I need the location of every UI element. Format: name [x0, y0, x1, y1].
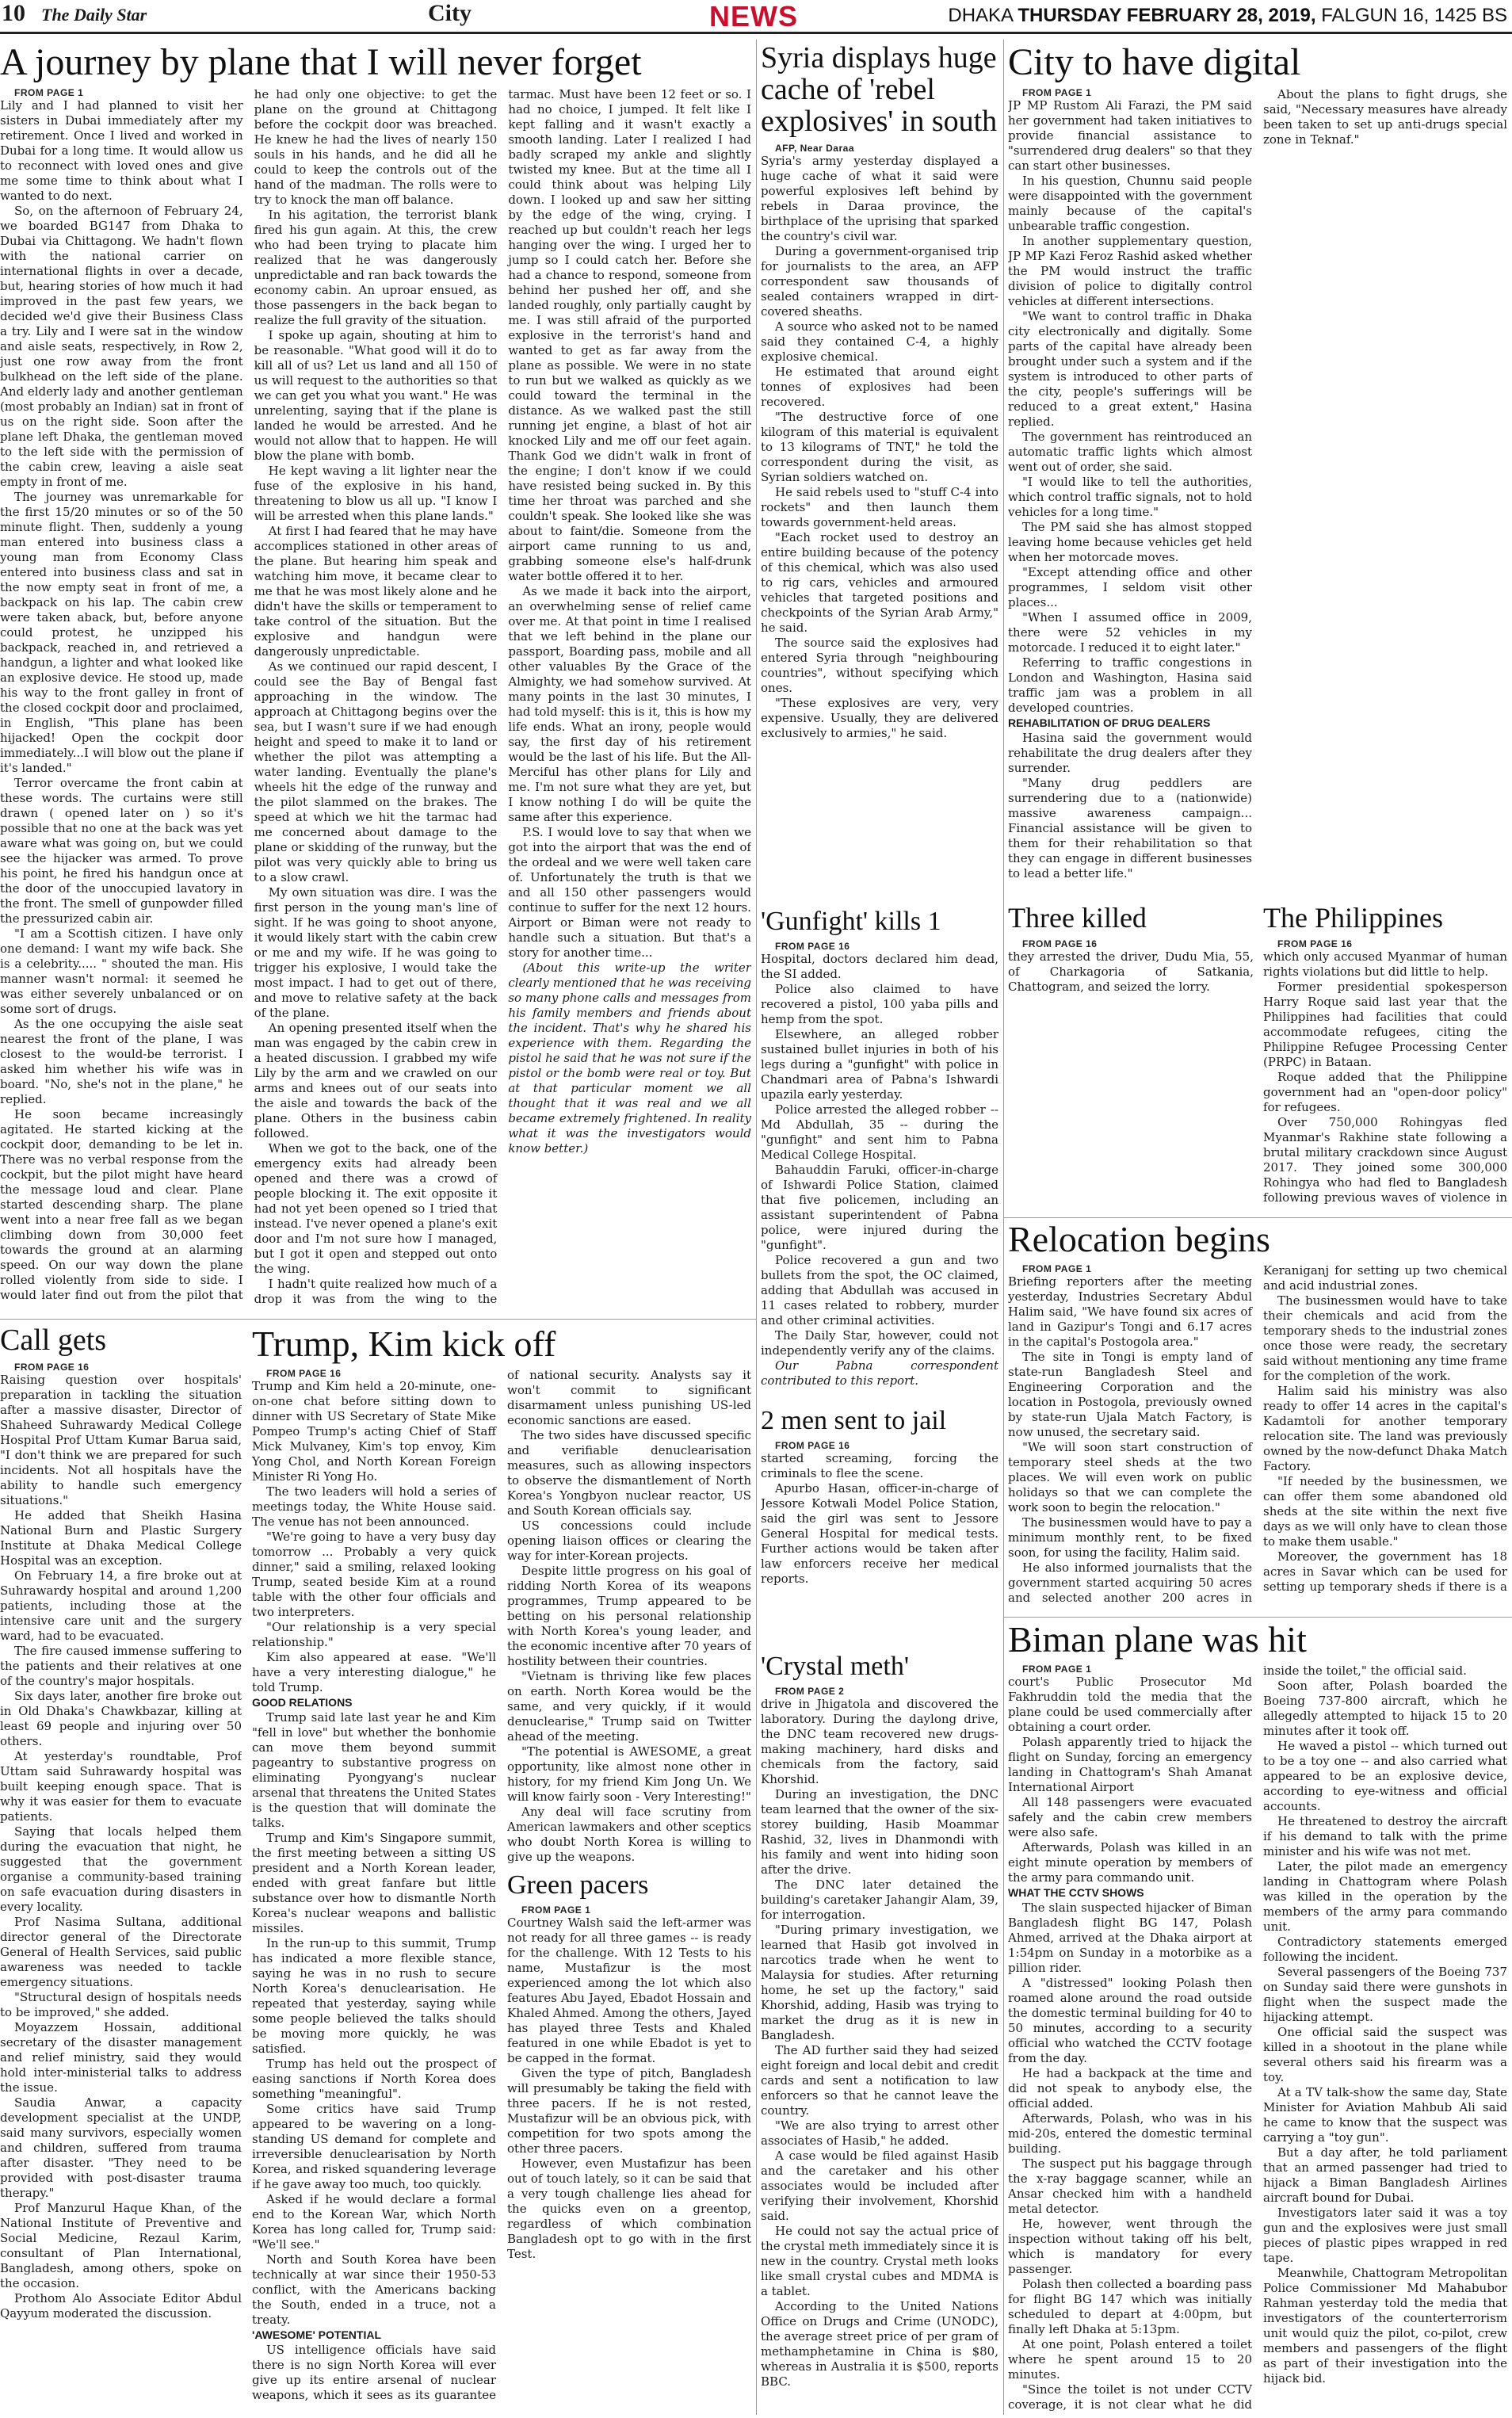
story-paragraph: "If needed by the businessmen, we can offer them some abandoned old sheds at the site within the next five days as we will only have to clean those to make them usable." [1263, 1474, 1507, 1549]
story-paragraph: The suspect put his baggage through the x-ray baggage scanner, while an Ansar checked him with a handheld metal detector. [1008, 2156, 1252, 2217]
story-jump-line: AFP, Near Daraa [775, 142, 854, 154]
story-paragraph: Kim also appeared at ease. "We'll have a very interesting dialogue," he told Trump. [252, 1650, 496, 1695]
story-headline: Relocation begins [1008, 1220, 1270, 1259]
story-syria [761, 43, 998, 903]
story-paragraph: Saying that locals helped them during the evacuation that night, he suggested that the government organise a community-based training on safe evacuation during disasters in every locality. [0, 1824, 242, 1914]
story-paragraph: Later, the pilot made an emergency landing in Chattogram where Polash was killed in the operation by the members of the army para commando unit. [1263, 1859, 1507, 1935]
story-paragraph: My own situation was dire. I was the first person in the young man's line of sight. If he was going to shoot anyone, it would likely start with the cabin crew or me and my wife. If he was going to trigger his explosive, I would take the most impact. I had to get out of there, and move to relative safety at the back of the plane. [254, 885, 498, 1021]
story-paragraph: US concessions could include opening liaison offices or clearing the way for inter-Korean projects. [507, 1518, 751, 1564]
story-headline: Syria displays huge cache of 'rebel explosives' in south [761, 43, 998, 138]
story-green-pacers [507, 1865, 751, 2267]
story-paragraph: Six days later, another fire broke out in Old Dhaka's Chawkbazar, killing at least 69 people and injuring over 50 others. [0, 1688, 242, 1748]
story-paragraph: "Since the toilet is not under CCTV coverage, it is not clear what he did inside the toilet," the official said. [1008, 1664, 1467, 2412]
story-paragraph: At first I had feared that he may have accomplices stationed in other areas of the plane. But hearing him speak and watching him move, it became clear to me that he was most likely alone and he didn't have the skills or temperament to take control of the situation. But the explosive and handgun were dangerously unpredictable. [254, 524, 498, 659]
story-paragraph: Former presidential spokesperson Harry Roque said last year that the Philippines had facilities that could accommodate refugees, citing the Philippine Refugee Processing Center (PRPC) in Bataan. [1263, 979, 1507, 1069]
story-jump-line: FROM PAGE 2 [775, 1685, 845, 1697]
story-headline: 'Crystal meth' [761, 1652, 909, 1681]
paper-name: The Daily Star [41, 5, 147, 25]
story-headline: 'Gunfight' kills 1 [761, 907, 941, 936]
story-paragraph: The fire caused immense suffering to the patients and their relatives at one of the country's major hospitals. [0, 1643, 242, 1688]
story-paragraph: "These explosives are very, very expensive. Usually, they are delivered exclusively to armies," he said. [761, 695, 998, 740]
story-paragraph: Some critics have said Trump appeared to be wavering on a long-standing US demand for complete and irreversible denuclearisation by North Korea, and risked squandering leverage if he gave away too much, too quickly. [252, 2102, 496, 2192]
story-subhead: REHABILITATION OF DRUG DEALERS [1008, 716, 1211, 730]
story-jump-line: FROM PAGE 1 [1022, 87, 1092, 99]
story-paragraph: He, however, went through the inspection without taking off his belt, which is mandatory for every passenger. [1008, 2217, 1252, 2277]
story-paragraph: He threatened to destroy the aircraft if his demand to talk with the prime minister and his wife was not met. [1263, 1814, 1507, 1859]
story-headline: City to have digital [1008, 43, 1301, 83]
story-body [507, 1904, 751, 2267]
story-jump-line: FROM PAGE 1 [521, 1904, 591, 1916]
story-body [1008, 87, 1507, 897]
story-body [0, 87, 751, 1313]
story-paragraph: Despite little progress on his goal of ridding North Korea of its weapons programmes, Trump appeared to be betting on his personal relationship with North Korea's young leader, and the economic incentive after 70 years of hostility between their countries. [507, 1564, 751, 1669]
story-paragraph: Saudia Anwar, a capacity development specialist at the UNDP, said many survivors, especially women and children, suffered from trauma after disaster. "They need to be provided with post-disaster trauma therapy." [0, 2095, 242, 2200]
story-paragraph: Polash then collected a boarding pass for flight BG 147 which was initially scheduled to depart at 4:00pm, but finally left Dhaka at 5:13pm. [1008, 2277, 1252, 2337]
story-paragraph: "We will soon start construction of temporary steel sheds at the two places. We will even work on public holidays so that we can complete the work soon to begin the relocation." [1008, 1440, 1252, 1515]
story-paragraph: A "distressed" looking Polash then roamed alone around the road outside the domestic terminal building for 40 to 50 minutes, according to a security official who watched the CCTV footage from the day. [1008, 1976, 1252, 2066]
story-paragraph: which only accused Myanmar of human rights violations but did little to help. [1263, 949, 1507, 979]
story-paragraph: Asked if he would declare a formal end to the Korean War, which North Korea has long called for, Trump said: "We'll see." [252, 2192, 496, 2252]
story-paragraph: Polash apparently tried to hijack the flight on Sunday, forcing an emergency landing in Chattogram's Shah Amanat International Airport [1008, 1735, 1252, 1795]
story-paragraph: North and South Korea have been technically at war since their 1950-53 conflict, with the Americans backing the South, ended in a truce, not a treaty. [252, 2252, 496, 2328]
story-paragraph: started screaming, forcing the criminals to flee the scene. [761, 1450, 998, 1480]
dateline [948, 5, 1507, 27]
story-paragraph: "We want to control traffic in Dhaka city electronically and digitally. Some parts of the capital have already been brought under such a system and if the system is introduced to other parts of the city, people's sufferings will be reduced to a great extent," Hasina replied. [1008, 309, 1252, 430]
story-relocation [1008, 1220, 1507, 1613]
story-jump-line: FROM PAGE 1 [1022, 1664, 1092, 1675]
story-paragraph: I spoke up again, shouting at him to be reasonable. "What good will it do to kill all of us? Let us land and all 150 of us will request to the authorities so that we can get you what you want." He was unrelenting, saying that if the plane is landed he would be arrested. And he would not allow that to happen. He will blow the plane with bomb. [254, 328, 498, 464]
story-paragraph: The source said the explosives had entered Syria through "neighbouring countries", without specifying which ones. [761, 635, 998, 695]
story-paragraph: Any deal will face scrutiny from American lawmakers and other sceptics who doubt North Korea is willing to give up the weapons. [507, 1805, 751, 1865]
story-paragraph: At a TV talk-show the same day, State Minister for Aviation Mahbub Ali said he came to know that the suspect was carrying a "toy gun". [1263, 2085, 1507, 2145]
story-paragraph: Trump and Kim held a 20-minute, one-on-one chat before sitting down to dinner with US Secretary of State Mike Pompeo Trump's acting Chief of Staff Mick Mulvaney, Kim's top envoy, Kim Yong Chol, and North Korean Foreign Minister Ri Yong Ho. [252, 1379, 496, 1484]
story-jump-line: FROM PAGE 16 [775, 1439, 850, 1451]
section-rule [0, 1319, 756, 1320]
page-number: 10 [2, 0, 25, 26]
story-jump-line: FROM PAGE 1 [14, 87, 84, 99]
story-jump-line: FROM PAGE 16 [775, 940, 850, 952]
story-paragraph: All 148 passengers were evacuated safely and the cabin crew members were also safe. [1008, 1795, 1252, 1840]
story-trump-kim [252, 1325, 751, 2415]
masthead [0, 0, 1512, 34]
story-paragraph: He had a backpack at the time and did not speak to anybody else, the official added. [1008, 2066, 1252, 2111]
story-paragraph: But a day after, he told parliament that an armed passenger had tried to hijack a Biman Bangladesh Airlines aircraft bound for Dubai. [1263, 2145, 1507, 2206]
date-main: THURSDAY FEBRUARY 28, 2019, [1018, 5, 1316, 26]
story-subhead: GOOD RELATIONS [252, 1696, 353, 1709]
story-headline: Three killed [1008, 903, 1147, 934]
story-paragraph: "During primary investigation, we learned that Hasib got involved in narcotics trade when he went to Malaysia for studies. After returning home, he set up the factory," said Khorshid, adding, Hasib was trying to market the drug as it is new in Bangladesh. [761, 1922, 998, 2042]
story-paragraph: "We are also trying to arrest other associates of Hasib," he added. [761, 2118, 998, 2148]
story-paragraph: The Daily Star, however, could not independently verify any of the claims. [761, 1327, 998, 1358]
story-paragraph: The businessmen would have to pay a minimum monthly rent, to be fixed soon, for using the facility, Halim said. [1008, 1515, 1252, 1560]
story-paragraph: During a government-organised trip for journalists to the area, an AFP correspondent saw thousands of sealed containers wrapped in dirt-covered sheaths. [761, 243, 998, 319]
story-paragraph: "Each rocket used to destroy an entire building because of the potency of this chemical, which was also used to rig cars, vehicles and armoured vehicles that targeted positions and checkpoints of the Syrian Arab Army," he said. [761, 529, 998, 635]
story-headline: A journey by plane that I will never forget [0, 43, 642, 83]
story-journey [0, 43, 751, 1315]
story-paragraph: "Structural design of hospitals needs to be improved," she added. [0, 1989, 242, 2019]
section-name: City [428, 0, 472, 26]
column-rule [756, 40, 757, 2415]
story-paragraph: "I would like to tell the authorities, which control traffic signals, not to hold vehicles for a long time." [1008, 475, 1252, 520]
story-jump-line: FROM PAGE 16 [14, 1361, 90, 1373]
story-subhead: WHAT THE CCTV SHOWS [1008, 1886, 1144, 1900]
story-paragraph: "The potential is AWESOME, a great opportunity, like almost none other in history, for my friend Kim Jong Un. We will know fairly soon - Very Interesting!" [507, 1744, 751, 1805]
story-paragraph: In the run-up to this summit, Trump has indicated a more flexible stance, saying he was in no rush to secure North Korea's denuclearisation. He repeated that yesterday, saying while some people believed the talks should be moving more quickly, he was satisfied. [252, 1936, 496, 2057]
story-headline: Green pacers [507, 1870, 649, 1900]
story-body [761, 1440, 998, 1643]
story-paragraph: Several passengers of the Boeing 737 on Sunday said there were gunshots in flight when the suspect made the hijacking attempt. [1263, 1965, 1507, 2025]
story-paragraph: I hadn't quite realized how much of a drop it was from the wing to the tarmac. Must have been 12 feet or so. I had no choice, I jumped. It felt like I kept falling and it wasn't exactly a smooth landing. Later I realized I had badly scraped my ankle and slightly twisted my knee. But at the time all I could think about was helping Lily down. I looked up and saw her sitting by the edge of the wing, crying. I reached up but couldn't reach her legs hanging over the wing. I urged her to jump so I could catch her. Before she had a chance to respond, someone from behind her pushed her off, and she landed roughly, only partially caught by me. I was still afraid of the purported explosive in the terrorist's hand and wanted to get as far away from the plane as possible. We were in no state to run but we walked as quickly as we could toward the terminal in the distance. As we walked past the still running jet engine, a blast of hot air knocked Lily and me off our feet again. Thank God we didn't walk in front of the engine; I don't know if we could have resisted being sucked in. By this time her throat was parched and she couldn't speak. She looked like she was about to faint/die. Someone from the airport came running to us and, grabbing someone else's half-drunk water bottle offered it to her. [254, 87, 751, 1307]
story-body [1008, 1263, 1507, 1611]
story-paragraph: Moreover, the government has 18 acres in Savar which can be used for setting up temporary sheds if there is a [1263, 1549, 1507, 1595]
story-paragraph: Trump and Kim's Singapore summit, the first meeting between a sitting US president and a North Korean leader, ended with great fanfare but little substance over how to dismantle North Korea's nuclear weapons and ballistic missiles. [252, 1831, 496, 1936]
story-paragraph: A source who asked not to be named said they contained C-4, a highly explosive chemical. [761, 319, 998, 364]
story-paragraph: Our Pabna correspondent contributed to this report. [761, 1358, 998, 1388]
story-body [252, 1368, 751, 2413]
story-paragraph: Moyazzem Hossain, additional secretary of the disaster management and relief ministry, said they would hold inter-ministerial talks to address the issue. [0, 2019, 242, 2095]
story-body [1008, 938, 1254, 1005]
story-paragraph: Hasina said the government would rehabilitate the drug dealers after they surrender. [1008, 731, 1252, 776]
story-body [1263, 938, 1507, 1211]
story-paragraph: "When I assumed office in 2009, there were 52 vehicles in my motorcade. I reduced it to eight later." [1008, 610, 1252, 655]
story-paragraph: A case would be filed against Hasib and the caretaker and his other associates would be included after verifying their involvement, Khorshid said. [761, 2148, 998, 2223]
story-paragraph: He said rebels used to "stuff C-4 into rockets" and then launch them towards government-held areas. [761, 484, 998, 529]
story-paragraph: As the one occupying the aisle seat nearest the front of the plane, I was closest to the would-be terrorist. I asked him whether his wife was in board. "No, she's not in the plane," he replied. [0, 1017, 243, 1107]
story-paragraph: The two sides have discussed specific and verifiable denuclearisation measures, such as allowing inspectors to observe the dismantlement of North Korea's Yongbyon nuclear reactor, US and South Korean officials say. [507, 1428, 751, 1518]
story-paragraph: Courtney Walsh said the left-armer was not ready for all three games -- is ready for the challenge. With 12 Tests to his name, Mustafizur is the most experienced among the lot which also features Abu Jayed, Ebadot Hossain and Khaled Ahmed. Among the others, Jayed has played three Tests and Khaled featured in one while Ebadot is yet to be capped in the format. [507, 1915, 751, 2065]
story-paragraph: He soon became increasingly agitated. He started kicking at the cockpit door, demanding to be let in. There was no verbal response from the cockpit, but the pilot might have heard the message loud and clear. Plane started descending sharp. The plane went into a near free fall as we began climbing down from 30,000 feet towards the ground at an alarming speed. On our way down the plane rolled violently from side to side. I would later find out from the pilot that he had only one objective: to get the plane on the ground at Chittagong before the cockpit door was breached. He knew he had the lives of nearly 150 souls in his hands, and he did all he could to keep the controls out of the hand of the madman. The rolls were to try to knock the man off balance. [0, 87, 498, 1303]
story-paragraph: According to the United Nations Office on Drugs and Crime (UNODC), the average street price of per gram of methamphetamine in China is $80, whereas in Australia it is $500, reports BBC. [761, 2298, 998, 2389]
story-body [0, 1362, 242, 2413]
story-paragraph: Prothom Alo Associate Editor Abdul Qayyum moderated the discussion. [0, 2290, 242, 2321]
story-headline: Call gets [0, 1325, 107, 1357]
story-paragraph: In another supplementary question, JP MP Kazi Feroz Rashid asked whether the PM would instruct the traffic division of police to digitally control vehicles at different intersections. [1008, 234, 1252, 309]
story-paragraph: Bahauddin Faruki, officer-in-charge of Ishwardi Police Station, claimed that five policemen, including an assistant superintendent of Pabna police, were injured during the "gunfight". [761, 1162, 998, 1252]
story-paragraph: About the plans to fight drugs, she said, "Necessary measures have already been taken to set up anti-drugs special zone in Teknaf." [1263, 87, 1507, 147]
story-paragraph: "I am a Scottish citizen. I have only one demand: I want my wife back. She is a celebrity..... " shouted the man. His manner wasn't normal: it seemed he was either severely unbalanced or on some sort of drugs. [0, 926, 243, 1017]
column-rule [1003, 40, 1004, 2415]
story-philippines [1263, 903, 1507, 1213]
story-paragraph: they arrested the driver, Dudu Mia, 55, of Charkagoria of Satkania, Chattogram, and seized the lorry. [1008, 949, 1254, 994]
story-paragraph: An opening presented itself when the man was engaged by the cabin crew in a heated discussion. I grabbed my wife Lily by the arm and we crawled on our arms and knees out of our seats into the aisle and towards the back of the plane. Others in the business cabin followed. [254, 1021, 498, 1141]
story-paragraph: The two leaders will hold a series of meetings today, the White House said. The venue has not been announced. [252, 1484, 496, 1530]
story-paragraph: In his agitation, the terrorist blank fired his gun again. At this, the crew who had been trying to placate him realized that he was dangerously unpredictable and ran back towards the economy cabin. An uproar ensued, as those passengers in the back began to realize the full gravity of the situation. [254, 208, 498, 328]
story-paragraph: Lily and I had planned to visit her sisters in Dubai immediately after my retirement. Once I lived and worked in Dubai for a long time. It would allow us to reconnect with loved ones and give me some time to think about what I wanted to do next. [0, 98, 243, 204]
story-subhead: 'AWESOME' POTENTIAL [252, 2328, 381, 2342]
section-rule [1003, 1217, 1512, 1218]
date-suffix: FALGUN 16, 1425 BS [1315, 5, 1507, 26]
story-paragraph: Hospital, doctors declared him dead, the SI added. [761, 951, 998, 981]
story-paragraph: The AD further said they had seized eight foreign and local debit and credit cards and sent a notification to law enforcers so that he cannot leave the country. [761, 2042, 998, 2118]
story-paragraph: Trump said late last year he and Kim "fell in love" but whether the bonhomie can move them beyond summit pageantry to substantive progress on eliminating Pyongyang's nuclear arsenal that threatens the United States is the question that will dominate the talks. [252, 1710, 496, 1831]
story-paragraph: The site in Tongi is empty land of state-run Bangladesh Steel and Engineering Corporation and the location in Postogola, previously owned by state-run Ujala Match Factory, is now unused, the secretary said. [1008, 1350, 1252, 1440]
story-paragraph: One official said the suspect was killed in a shootout in the plane while several others said his firearm was a toy. [1263, 2025, 1507, 2085]
story-paragraph: Given the type of pitch, Bangladesh will presumably be taking the field with three pacers. If he is not rested, Mustafizur will be an obvious pick, with competition for two spots among the other three pacers. [507, 2065, 751, 2156]
story-paragraph: Meanwhile, Chattogram Metropolitan Police Commissioner Md Mahabubor Rahman yesterday told the media that investigators of the counterterrorism unit would quiz the pilot, co-pilot, crew members and passengers of the flight as part of their investigation into the hijack bid. [1263, 2266, 1507, 2386]
story-paragraph: At one point, Polash entered a toilet where he spent around 15 to 20 minutes. [1008, 2337, 1252, 2382]
story-paragraph: The businessmen would have to take their chemicals and acid from the temporary sheds to the industrial zones once those were ready, the secretary said without mentioning any time frame for the completion of the work. [1263, 1293, 1507, 1384]
story-crystal-meth [761, 1652, 998, 2415]
story-paragraph: "Vietnam is thriving like few places on earth. North Korea would be the same, and very quickly, if it would denuclearise," Trump said on Twitter ahead of the meeting. [507, 1669, 751, 1744]
story-gunfight [761, 907, 998, 1399]
story-paragraph: Over 750,000 Rohingyas fled Myanmar's Rakhine state following a brutal military crackdown since August 2017. They joined some 300,000 Rohingya who had fled to Bangladesh following previous waves of violence in [1263, 1114, 1507, 1205]
story-paragraph: "Except attending office and other programmes, I seldom visit other places... [1008, 565, 1252, 610]
story-paragraph: The DNC later detained the building's caretaker Jahangir Alam, 39, for interrogation. [761, 1877, 998, 1922]
story-biman [1008, 1621, 1507, 2415]
story-paragraph: Syria's army yesterday displayed a huge cache of what it said were powerful explosives left behind by rebels in Daraa province, the birthplace of the uprising that sparked the country's civil war. [761, 153, 998, 243]
story-paragraph: However, even Mustafizur has been out of touch lately, so it can be said that a very tough challenge lies ahead for the quicks even on a greentop, regardless of which combination Bangladesh opt to go with in the first Test. [507, 2156, 751, 2261]
story-paragraph: On February 14, a fire broke out at Suhrawardy hospital and around 1,200 patients, including those at the intensive care unit and the surgery ward, had to be evacuated. [0, 1568, 242, 1643]
story-paragraph: (About this write-up the writer clearly mentioned that he was receiving so many phone calls and messages from his family members and friends about the incident. That's why he shared his experience with them. Regarding the pistol he said that he was not sure if the pistol or the bomb were real or toy. But at that particular moment we all thought that it was real and we all became extremely frightened. In reality what it was the investigators would know better.) [508, 961, 751, 1156]
story-paragraph: Contradictory statements emerged following the incident. [1263, 1935, 1507, 1965]
story-paragraph: Trump has held out the prospect of easing sanctions if North Korea does something "meaningful". [252, 2057, 496, 2102]
story-paragraph: P.S. I would love to say that when we got into the airport that was the end of the ordeal and we were well taken care of. Unfortunately the truth is that we and all 150 other passengers would continue to suffer for the next 12 hours. Airport or Biman were not ready to handle such a situation. But that's a story for another time... [508, 825, 751, 961]
story-body [761, 1686, 998, 2413]
story-jump-line: FROM PAGE 16 [1022, 938, 1098, 949]
story-paragraph: Briefing reporters after the meeting yesterday, Industries Secretary Abdul Halim said, "We have found six acres of land in Gazipur's Tongi and 6.17 acres in the capital's Postogola area." [1008, 1274, 1252, 1350]
story-paragraph: US intelligence officials have said there is no sign North Korea will ever give up its entire arsenal of nuclear weapons, which it sees as its guarantee of national security. Analysts say it won't commit to significant disarmament unless punishing US-led economic sanctions are eased. [252, 1368, 751, 2403]
story-headline: Biman plane was hit [1008, 1621, 1307, 1660]
story-three-killed [1008, 903, 1254, 1007]
story-paragraph: Apurbo Hasan, officer-in-charge of Jessore Kotwali Model Police Station, said the girl was sent to Jessore General Hospital for medical tests. Further actions would be taken after law enforcers receive her medical reports. [761, 1480, 998, 1586]
story-paragraph: Prof Nasima Sultana, additional director general of the Directorate General of Health Services, said public awareness was needed to tackle emergency situations. [0, 1914, 242, 1989]
story-headline: The Philippines [1263, 903, 1443, 934]
story-paragraph: He estimated that around eight tonnes of explosives had been recovered. [761, 364, 998, 409]
story-paragraph: So, on the afternoon of February 24, we boarded BG147 from Dhaka to Dubai via Chittagong. We hadn't flown with the national carrier on international flights in over a decade, but, hearing stories of how much it had improved in the past few years, we decided we'd give their Business Class a try. Lily and I were sat in the window and aisle seats, respectively, in Row 2, just one row away from the front bulkhead on the left side of the plane. And elderly lady and another gentleman (most probably an Indian) sat in front of us on the right side. Soon after the plane left Dhaka, the gentleman moved to the left side with the permission of the cabin crew, leaving a aisle seat empty in front of me. [0, 204, 243, 490]
story-paragraph: "We're going to have a very busy day tomorrow ... Probably a very quick dinner," said a smiling, relaxed looking Trump, seated beside Kim at a round table with the other four officials and two interpreters. [252, 1530, 496, 1620]
story-paragraph: Prof Manzurul Haque Khan, of the National Institute of Preventive and Social Medicine, Rezaul Karim, consultant of Plan International, Bangladesh, among others, spoke on the occasion. [0, 2200, 242, 2290]
story-paragraph: He kept waving a lit lighter near the fuse of the explosive in his hand, threatening to blow us all up. "I know I will be arrested when this plane lands." [254, 464, 498, 524]
story-paragraph: As we continued our rapid descent, I could see the Bay of Bengal fast approaching in the window. The approach at Chittagong begins over the sea, but I wasn't sure if we had enough height and speed to make it to land or whether the pilot was attempting a water landing. Eventually the plane's wheels hit the edge of the runway and the pilot slammed on the brakes. The speed at which we hit the tarmac had me concerned about damage to the plane or skidding of the runway, but the pilot was very quickly able to bring us to a slow crawl. [254, 659, 498, 885]
story-paragraph: Investigators later said it was a toy gun and the explosives were just small pieces of plastic pipes wrapped in red tape. [1263, 2206, 1507, 2266]
story-paragraph: Raising question over hospitals' preparation in tackling the situation after a massive disaster, Director of Shaheed Suhrawardy Medical College Hospital Prof Uttam Kumar Barua said, "I don't think we are prepared for such incidents. Not all hospitals have the ability to handle such emergency situations." [0, 1372, 242, 1507]
story-paragraph: Police recovered a gun and two bullets from the spot, the OC claimed, adding that Abdullah was accused in 11 cases related to robbery, murder and other criminal activities. [761, 1252, 998, 1327]
story-paragraph: JP MP Rustom Ali Farazi, the PM said her government had taken initiatives to provide financial assistance to "surrendered drug dealers" so that they can start other businesses. [1008, 98, 1252, 174]
story-paragraph: Police arrested the alleged robber -- Md Abdullah, 35 -- during the "gunfight" and sent him to Pabna Medical College Hospital. [761, 1102, 998, 1162]
story-headline: Trump, Kim kick off [252, 1325, 556, 1364]
story-paragraph: court's Public Prosecutor Md Fakhruddin told the media that the plane could be used commercially after obtaining a court order. [1008, 1675, 1252, 1735]
story-paragraph: Referring to traffic congestions in London and Washington, Hasina said traffic jam was a problem in all developed countries. [1008, 655, 1252, 716]
story-paragraph: Roque added that the Philippine government had an "open-door policy" for refugees. [1263, 1069, 1507, 1114]
story-paragraph: He also informed journalists that the government started acquiring 50 acres and selected another 200 acres in Keraniganj for setting up two chemical and acid industrial zones. [1008, 1263, 1507, 1606]
story-paragraph: Afterwards, Polash was killed in an eight minute operation by members of the army para commando unit. [1008, 1840, 1252, 1885]
story-body [761, 941, 998, 1397]
story-call-gets [0, 1325, 242, 2415]
story-paragraph: The PM said she has almost stopped leaving home because vehicles get held when her motorcade moves. [1008, 520, 1252, 565]
story-paragraph: Halim said his ministry was also ready to offer 14 acres in the capital's Kadamtoli for another temporary relocation site. The land was previously owned by the now-defunct Dhaka Match Factory. [1263, 1384, 1507, 1474]
story-paragraph: He could not say the actual price of the crystal meth immediately since it is new in the country. Crystal meth looks like small crystal cubes and MDMA is a tablet. [761, 2223, 998, 2298]
story-paragraph: When we got to the back, one of the emergency exits had already been opened and there was a crowd of people blocking it. The exit opposite it had not yet been opened so I tried that instead. I've never opened a plane's exit door and I'm not sure how I managed, but I got it open and stepped out onto the wing. [254, 1141, 498, 1277]
story-paragraph: The journey was unremarkable for the first 15/20 minutes or so of the 50 minute flight. Then, suddenly a young man entered into business class a young man from Economy Class entered into business class and sat in the now empty seat in front of me, a backpack on his lap. The cabin crew were taken aback, but, before anyone could protest, he unzipped his backpack, reached in, and retrieved a handgun, a lighter and what looked like an explosive device. He stood up, made his way to the front galley in front of the closed cockpit door and proclaimed, in English, "This plane has been hijacked! Open the cockpit door immediately...I will blow out the plane if it's landed." [0, 490, 243, 776]
story-paragraph: At yesterday's roundtable, Prof Uttam said Suhrawardy hospital was built keeping enough space. That is why it was easier for them to evacuate patients. [0, 1748, 242, 1824]
story-paragraph: During an investigation, the DNC team learned that the owner of the six-storey building, Hasib Moammar Rashid, 32, lives in Dhanmondi with his family and went into hiding soon after the drive. [761, 1786, 998, 1877]
story-paragraph: drive in Jhigatola and discovered the laboratory. During the daylong drive, the DNC team recovered new drugs-making machinery, hard disks and chemicals from the factory, said Khorshid. [761, 1696, 998, 1786]
story-paragraph: The slain suspected hijacker of Biman Bangladesh flight BG 147, Polash Ahmed, arrived at the Dhaka airport at 1:54pm on Sunday in a motorbike as a pillion rider. [1008, 1900, 1252, 1976]
story-paragraph: Elsewhere, an alleged robber sustained bullet injuries in both of his legs during a "gunfight" with police in Chandmari area of Pabna's Ishwardi upazila early yesterday. [761, 1026, 998, 1102]
story-paragraph: "The destructive force of one kilogram of this material is equivalent to 13 kilograms of TNT," he told the correspondent during the visit, as Syrian soldiers watched on. [761, 409, 998, 484]
story-paragraph: As we made it back into the airport, an overwhelming sense of relief came over me. At that point in time I realised that we left behind in the plane our passport, Boarding pass, mobile and all other valuables By the Grace of the Almighty, we had somehow survived. At many points in the last 30 minutes, I had told myself: this is it, this is how my life ends. What an irony, people would say, the first day of his retirement would be the last of his life. But the All-Merciful has other plans for Lily and me. I'm not sure what they are yet, but I know nothing I do will be quite the same after this experience. [508, 584, 751, 825]
story-paragraph: He added that Sheikh Hasina National Burn and Plastic Surgery Institute at Dhaka Medical College Hospital was an exception. [0, 1507, 242, 1568]
story-paragraph: In his question, Chunnu said people were disappointed with the government mainly because of the capital's unbearable traffic congestion. [1008, 174, 1252, 234]
story-jump-line: FROM PAGE 16 [1277, 938, 1353, 949]
story-headline: 2 men sent to jail [761, 1407, 947, 1435]
story-body [1008, 1664, 1507, 2413]
story-paragraph: Terror overcame the front cabin at these words. The curtains were still drawn ( opened later on ) so it's possible that no one at the back was yet aware what was going on, but we could see the hijacker was armed. To prove his point, he fired his handgun once at the door of the unoccupied lavatory in the front. The smell of gunpowder filled the pressurized cabin air. [0, 776, 243, 926]
story-paragraph: He waved a pistol -- which turned out to be a toy one -- and also carried what appeared to be an explosive device, according to eye-witness and official accounts. [1263, 1739, 1507, 1814]
section-rule [1003, 1617, 1512, 1618]
news-label: NEWS [709, 0, 798, 32]
story-jump-line: FROM PAGE 1 [1022, 1263, 1092, 1275]
story-paragraph: "Our relationship is a very special relationship." [252, 1620, 496, 1650]
story-paragraph: Police also claimed to have recovered a pistol, 100 yaba pills and hemp from the spot. [761, 981, 998, 1026]
date-prefix: DHAKA [948, 5, 1018, 26]
story-paragraph: Soon after, Polash boarded the Boeing 737-800 aircraft, which he allegedly attempted to hijack 15 to 20 minutes after it took off. [1263, 1679, 1507, 1739]
story-body [761, 143, 998, 901]
story-paragraph: Afterwards, Polash, who was in his mid-20s, entered the domestic terminal building. [1008, 2111, 1252, 2156]
story-two-men [761, 1407, 998, 1644]
story-paragraph: "Many drug peddlers are surrendering due to a (nationwide) massive awareness campaign... Financial assistance will be given to them for their rehabilitation so that they can engage in different businesses to lead a better life." [1008, 776, 1252, 881]
story-jump-line: FROM PAGE 16 [266, 1368, 342, 1380]
story-digital [1008, 43, 1507, 899]
story-paragraph: The government has reintroduced an automatic traffic lights which almost went out of order, she said. [1008, 430, 1252, 475]
